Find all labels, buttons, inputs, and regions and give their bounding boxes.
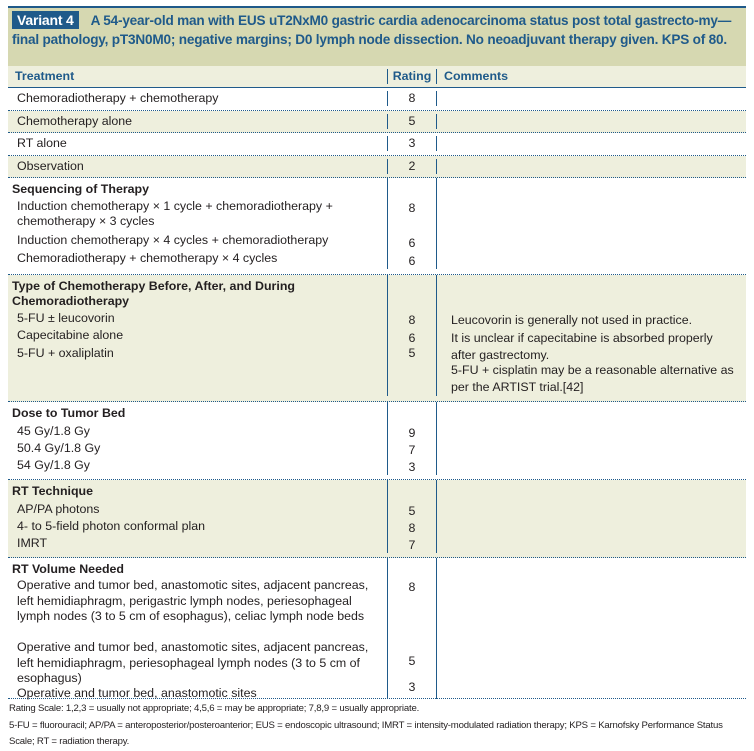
treatment: Operative and tumor bed, anastomotic sites: [17, 686, 257, 700]
treatment: Chemoradiotherapy + chemotherapy × 4 cycles: [17, 251, 278, 265]
comment: 5-FU + cisplatin may be a reasonable alternative as per the ARTIST trial.[42]: [451, 363, 734, 394]
section-rt-volume: [8, 558, 746, 699]
section-title: RT Technique: [12, 484, 93, 498]
section-sequencing: [8, 178, 746, 275]
rating: 9: [387, 424, 437, 441]
rating: 8: [387, 311, 437, 328]
treatment: 45 Gy/1.8 Gy: [17, 424, 91, 438]
section-dose: [8, 402, 746, 480]
section-chemo-type: [8, 275, 746, 402]
footnotes: [9, 701, 749, 751]
rating: 3: [387, 680, 437, 699]
section-title: Sequencing of Therapy: [12, 182, 150, 196]
rating: 5: [387, 640, 437, 688]
treatment: Capecitabine alone: [17, 328, 124, 342]
rating: 5: [387, 502, 437, 519]
treatment: 4- to 5-field photon conformal plan: [17, 519, 206, 533]
rating: 6: [387, 328, 437, 346]
variant-title: [8, 6, 746, 66]
treatment: Induction chemotherapy × 1 cycle + chemoradiotherapy + chemotherapy × 3 cycles: [17, 199, 333, 228]
treatment: Operative and tumor bed, anastomotic sites, adjacent pancreas, left hemidiaphragm, periesophageal lymph nodes (3 to 5 cm of esophagus): [17, 640, 369, 685]
variant-description: A 54-year-old man with EUS uT2NxM0 gastric cardia adenocarcinoma status post total gastrecto-my—final pathology, pT3N0M0; negative margins; D0 lymph node dissection. No neoadjuvant therapy given. KPS of 80.: [12, 13, 732, 47]
treatment: Induction chemotherapy × 4 cycles + chemoradiotherapy: [17, 233, 329, 247]
rating: 5: [387, 346, 437, 396]
treatment: IMRT: [17, 536, 48, 550]
treatment: Chemotherapy alone: [17, 113, 133, 128]
table-row: [8, 88, 746, 111]
col-comments: Comments: [444, 69, 509, 83]
rating: 7: [387, 536, 437, 553]
table-row: [8, 111, 746, 134]
rating: 8: [387, 91, 437, 106]
treatment: AP/PA photons: [17, 502, 100, 516]
comment: It is unclear if capecitabine is absorbed properly after gastrectomy.: [451, 331, 713, 362]
section-title: Type of Chemotherapy Before, After, and During Chemoradiotherapy: [12, 279, 295, 308]
rating: 7: [387, 441, 437, 458]
table-row: [8, 133, 746, 156]
rating: 6: [387, 251, 437, 269]
ratings-table: [8, 66, 746, 699]
abbreviations-note: 5-FU = fluorouracil; AP/PA = anteroposterior/posteroanterior; EUS = endoscopic ultrasound; IMRT = intensity-modulated radiation therapy; KPS = Karnofsky Performance Status Scale; RT = radiation therapy.: [9, 719, 723, 747]
treatment: 5-FU ± leucovorin: [17, 311, 115, 325]
treatment: 54 Gy/1.8 Gy: [17, 458, 91, 472]
table-header: [8, 66, 746, 88]
section-title: Dose to Tumor Bed: [12, 406, 126, 420]
rating: 8: [387, 519, 437, 536]
section-rt-technique: [8, 480, 746, 558]
treatment: Observation: [17, 158, 84, 173]
rating: 5: [387, 114, 437, 129]
rating: 3: [387, 136, 437, 151]
table-row: [8, 156, 746, 179]
comment: Leucovorin is generally not used in practice.: [451, 313, 693, 327]
rating: 8: [387, 199, 437, 233]
treatment: Operative and tumor bed, anastomotic sites, adjacent pancreas, left hemidiaphragm, perigastric lymph nodes, periesophageal lymph nodes (3 to 5 cm of esophagus), celiac lymph node beds: [17, 578, 369, 623]
rating: 3: [387, 458, 437, 475]
section-title: RT Volume Needed: [12, 562, 124, 576]
treatment: 5-FU + oxaliplatin: [17, 346, 114, 360]
treatment: RT alone: [17, 136, 67, 151]
treatment: Chemoradiotherapy + chemotherapy: [17, 91, 219, 106]
treatment: 50.4 Gy/1.8 Gy: [17, 441, 101, 455]
rating: 6: [387, 233, 437, 251]
rating-scale-note: Rating Scale: 1,2,3 = usually not appropriate; 4,5,6 = may be appropriate; 7,8,9 = usually appropriate.: [9, 703, 420, 714]
variant-badge: Variant 4: [12, 11, 79, 29]
col-rating: Rating: [387, 69, 437, 84]
rating: 2: [387, 159, 437, 174]
col-treatment: Treatment: [15, 69, 75, 83]
rating: 8: [387, 578, 437, 640]
